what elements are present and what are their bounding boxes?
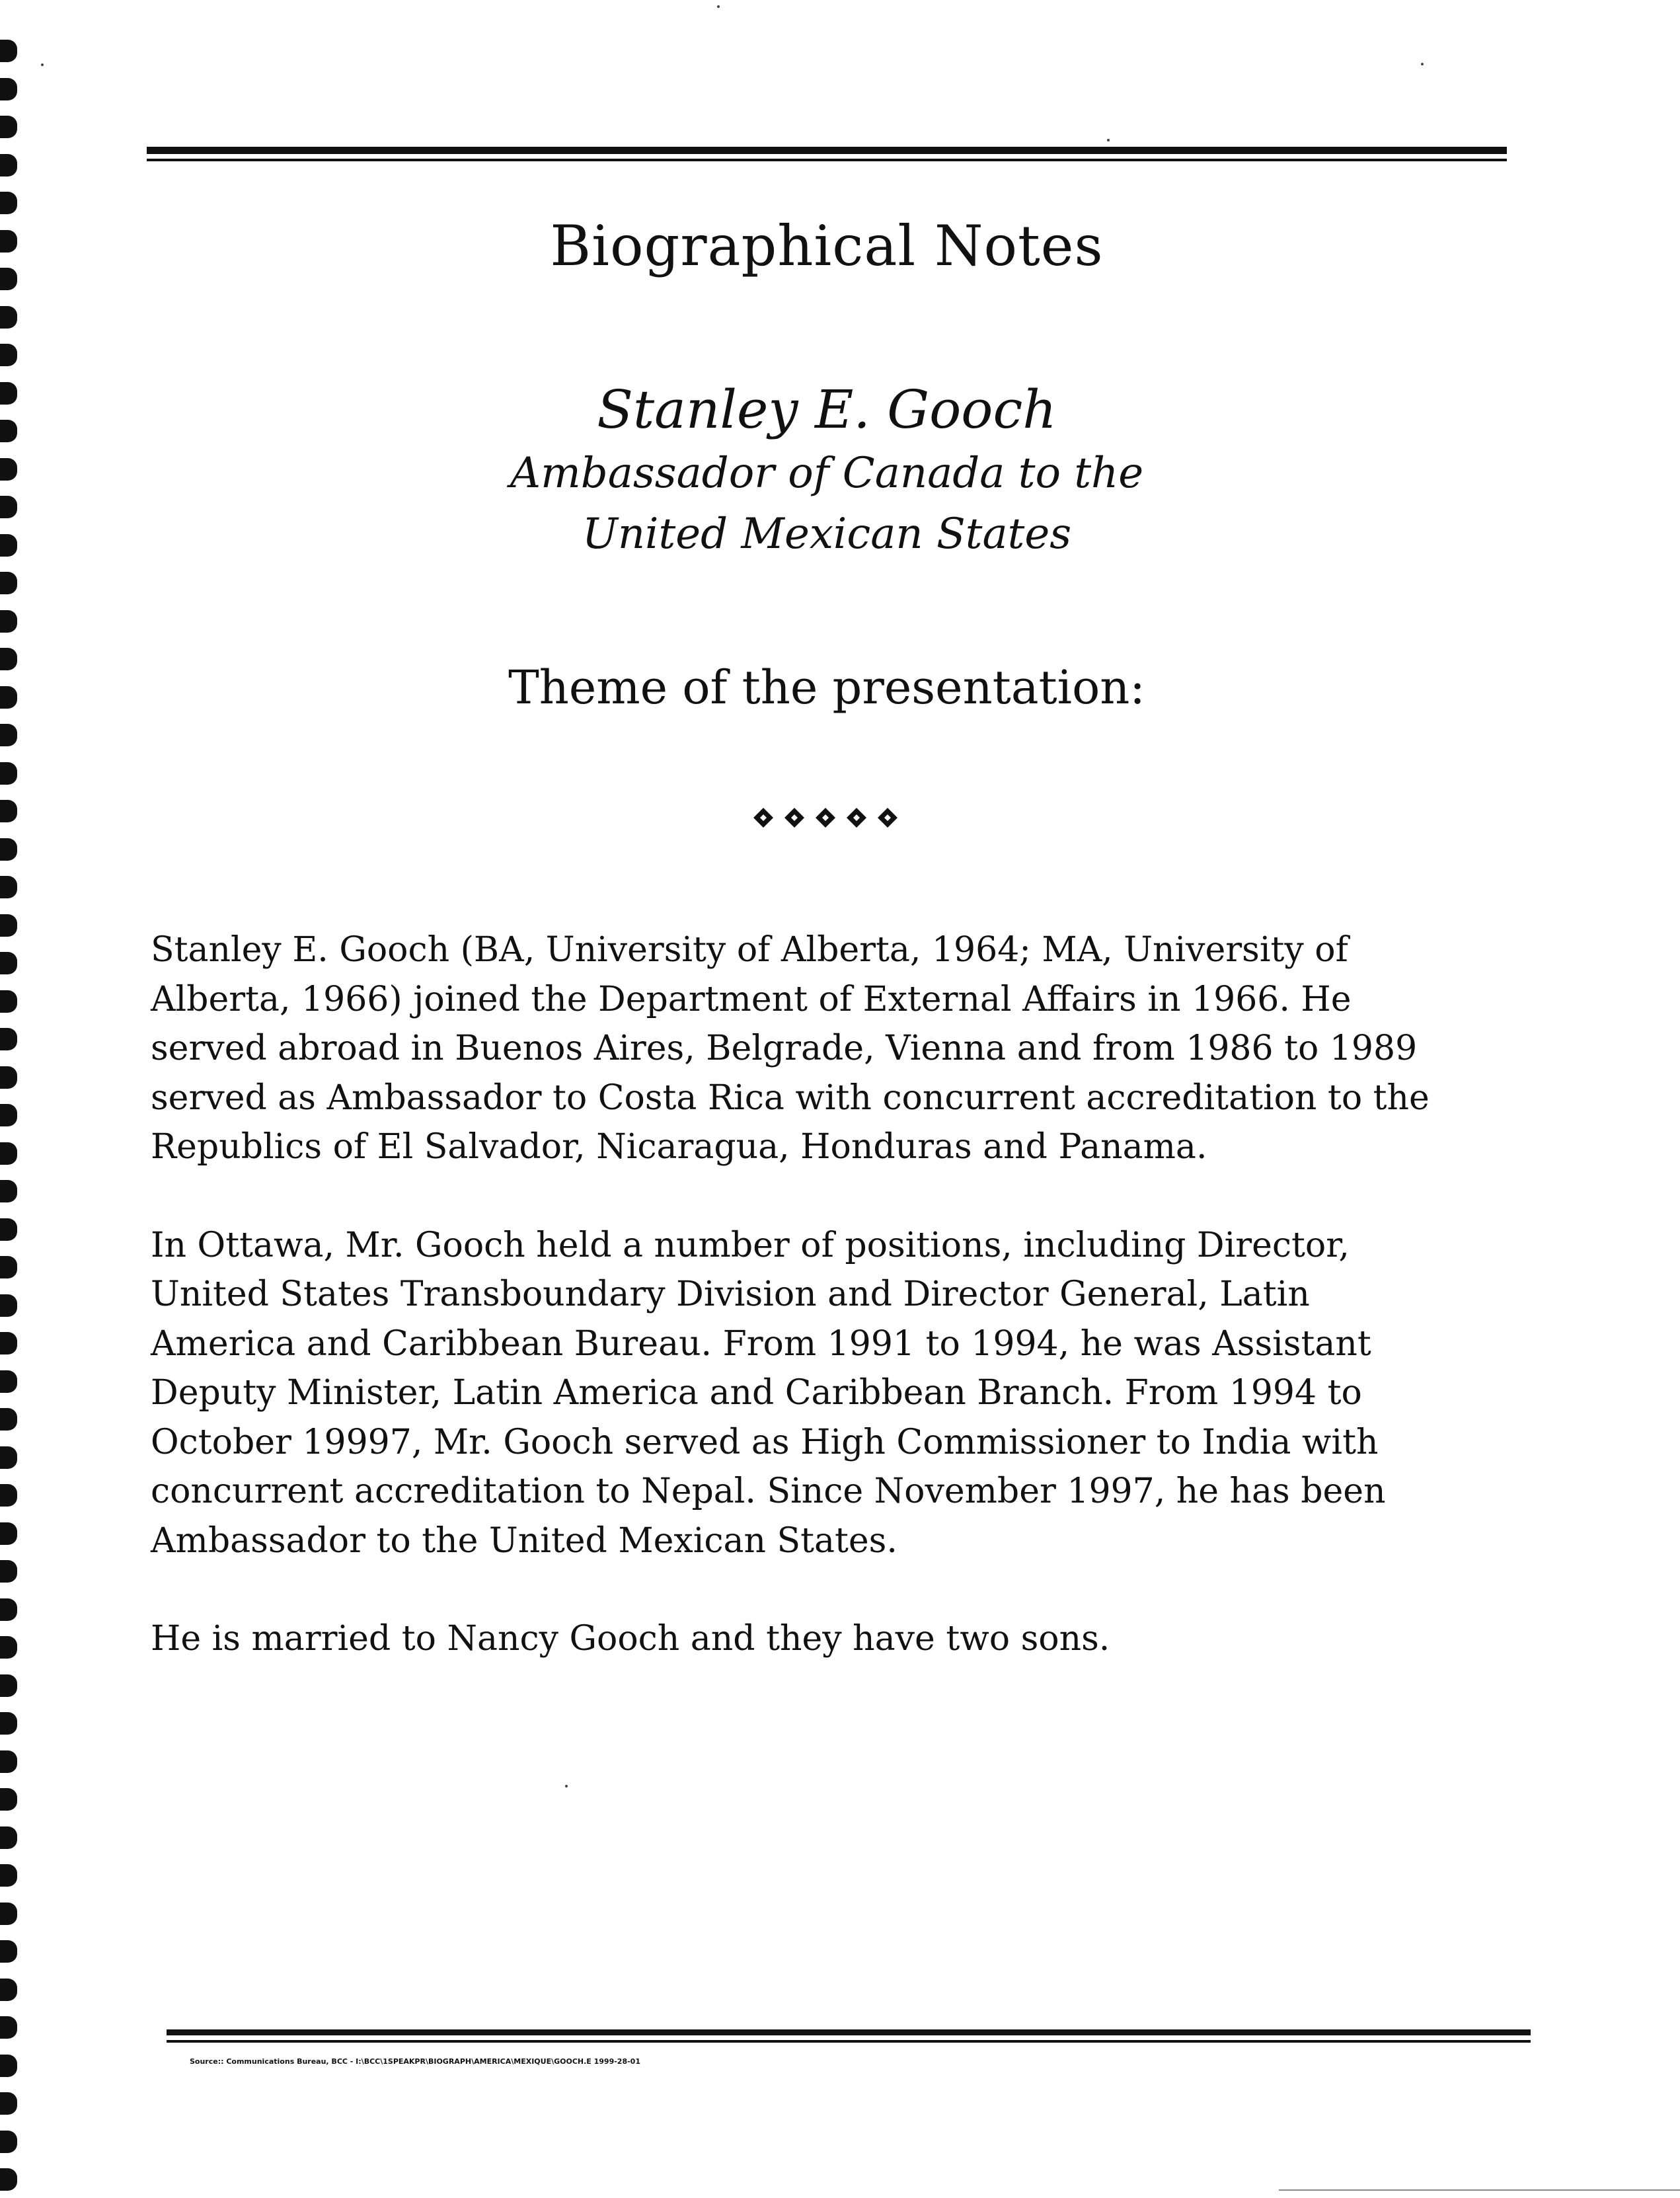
- paragraph-line: served as Ambassador to Costa Rica with concurrent accreditation to the: [151, 1078, 1430, 1118]
- header-rule-thin: [147, 159, 1507, 161]
- biography-paragraph-2: [151, 1221, 1512, 1566]
- binding-hole: [0, 1484, 17, 1507]
- scan-edge-line: [1279, 2189, 1680, 2191]
- speaker-role-line-2: United Mexican States: [582, 510, 1072, 559]
- binding-hole: [0, 344, 17, 366]
- footer-double-rule: [167, 2029, 1531, 2048]
- binding-hole: [0, 1712, 17, 1735]
- scan-speck: [1421, 63, 1424, 65]
- binding-hole: [0, 1636, 17, 1659]
- binding-hole: [0, 1142, 17, 1165]
- binding-hole: [0, 192, 17, 214]
- paragraph-line: Ambassador to the United Mexican States.: [151, 1520, 897, 1561]
- binding-hole: [0, 1979, 17, 2001]
- binding-hole: [0, 838, 17, 861]
- paragraph-line: Alberta, 1966) joined the Department of External Affairs in 1966. He: [151, 979, 1352, 1019]
- binding-hole: [0, 2168, 17, 2191]
- binding-hole: [0, 2016, 17, 2039]
- five-diamond-ornament-icon: [747, 801, 912, 834]
- paragraph-line: Deputy Minister, Latin America and Caribbean Branch. From 1994 to: [151, 1373, 1362, 1413]
- binding-hole: [0, 40, 17, 62]
- paragraph-line: In Ottawa, Mr. Gooch held a number of positions, including Director,: [151, 1225, 1350, 1265]
- binding-hole: [0, 1066, 17, 1089]
- binding-hole: [0, 1788, 17, 1811]
- binding-hole: [0, 572, 17, 594]
- footer-rule-thin: [167, 2040, 1531, 2043]
- theme-heading: Theme of the presentation:: [508, 660, 1145, 715]
- binding-hole: [0, 1256, 17, 1278]
- binding-hole: [0, 1294, 17, 1317]
- biography-paragraph-3: [151, 1614, 1512, 1664]
- binding-hole: [0, 458, 17, 481]
- binding-hole: [0, 1522, 17, 1545]
- scan-speck: [717, 5, 720, 8]
- paragraph-line: He is married to Nancy Gooch and they have two sons.: [151, 1619, 1110, 1659]
- speaker-role-line-1: Ambassador of Canada to the: [510, 449, 1144, 498]
- binding-hole: [0, 648, 17, 670]
- binding-hole: [0, 116, 17, 138]
- binding-hole: [0, 1332, 17, 1354]
- spiral-binding-holes: [0, 40, 26, 2198]
- binding-hole: [0, 1180, 17, 1202]
- paragraph-line: Republics of El Salvador, Nicaragua, Honduras and Panama.: [151, 1127, 1207, 1167]
- binding-hole: [0, 1408, 17, 1431]
- binding-hole: [0, 762, 17, 785]
- binding-hole: [0, 306, 17, 329]
- binding-hole: [0, 382, 17, 405]
- binding-hole: [0, 952, 17, 974]
- binding-hole: [0, 1864, 17, 1887]
- binding-hole: [0, 1028, 17, 1050]
- biography-paragraph-1: [151, 925, 1512, 1172]
- binding-hole: [0, 1598, 17, 1621]
- binding-hole: [0, 1218, 17, 1241]
- binding-hole: [0, 800, 17, 822]
- paragraph-line: served abroad in Buenos Aires, Belgrade, Vienna and from 1986 to 1989: [151, 1029, 1418, 1068]
- paragraph-line: Stanley E. Gooch (BA, University of Alberta, 1964; MA, University of: [151, 930, 1348, 970]
- paragraph-line: United States Transboundary Division and Director General, Latin: [151, 1275, 1310, 1314]
- binding-hole: [0, 268, 17, 290]
- binding-hole: [0, 1560, 17, 1583]
- binding-hole: [0, 724, 17, 746]
- paragraph-line: America and Caribbean Bureau. From 1991 to 1994, he was Assistant: [151, 1323, 1371, 1364]
- binding-hole: [0, 686, 17, 709]
- binding-hole: [0, 2131, 17, 2153]
- speaker-block: [147, 377, 1507, 565]
- binding-hole: [0, 914, 17, 937]
- binding-hole: [0, 1826, 17, 1849]
- footer-rule-thick: [167, 2029, 1531, 2035]
- binding-hole: [0, 534, 17, 557]
- binding-hole: [0, 154, 17, 177]
- footer-source-line: Source:: Communications Bureau, BCC - I:\BCC\1SPEAKPR\BIOGRAPH\AMERICA\MEXIQUE\GOOCH.E 1999-28-01: [190, 2057, 640, 2066]
- binding-hole: [0, 420, 17, 442]
- header-double-rule: [147, 147, 1507, 165]
- binding-hole: [0, 1104, 17, 1126]
- binding-hole: [0, 1674, 17, 1697]
- binding-hole: [0, 1370, 17, 1393]
- header-rule-thick: [147, 147, 1507, 154]
- scan-speck: [41, 63, 44, 66]
- binding-hole: [0, 1750, 17, 1773]
- binding-hole: [0, 78, 17, 100]
- binding-hole: [0, 2092, 17, 2115]
- biography-body: [151, 925, 1512, 1713]
- speaker-name: Stanley E. Gooch: [597, 379, 1057, 440]
- paragraph-line: concurrent accreditation to Nepal. Since November 1997, he has been: [151, 1472, 1386, 1511]
- binding-hole: [0, 2055, 17, 2077]
- scan-speck: [565, 1785, 568, 1787]
- binding-hole: [0, 1940, 17, 1963]
- binding-hole: [0, 496, 17, 518]
- binding-hole: [0, 990, 17, 1013]
- binding-hole: [0, 1903, 17, 1925]
- scan-speck: [1107, 139, 1110, 141]
- paragraph-line: October 19997, Mr. Gooch served as High Commissioner to India with: [151, 1422, 1379, 1462]
- page-title: Biographical Notes: [550, 214, 1104, 278]
- binding-hole: [0, 1446, 17, 1469]
- binding-hole: [0, 876, 17, 898]
- binding-hole: [0, 230, 17, 253]
- binding-hole: [0, 610, 17, 633]
